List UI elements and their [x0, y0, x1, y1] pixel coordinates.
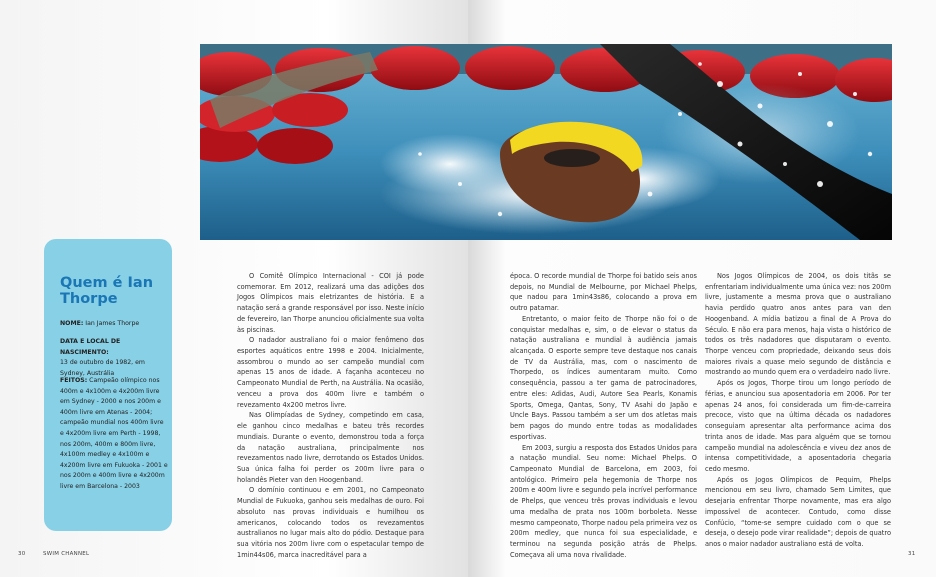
- feats-value: Campeão olímpico nos 400m e 4x100m e 4x200m livre em Sydney - 2000 e nos 200m e 400m livre em Atenas - 2004; campeão mundial nos 400m livre e 4x200m livre em Perth - 1998, nos 200m, 400m e 800m livre, 4x100m medley e 4x100m e 4x200m livre em Fukuoka - 2001 e nos 200m e 400m livre e 4x200m livre em Barcelona - 2003: [60, 377, 168, 490]
- right-page-number: 31: [908, 551, 916, 557]
- feats-entry: [60, 376, 168, 493]
- birth-entry: [60, 337, 168, 379]
- article-column-1: [237, 271, 424, 560]
- left-page-number: 30: [18, 551, 26, 557]
- magazine-name: SWIM CHANNEL: [43, 551, 90, 557]
- name-label: NOME:: [60, 320, 84, 327]
- name-entry: [60, 319, 168, 330]
- article-paragraph: Após os Jogos Olímpicos de Pequim, Phelps mencionou em seu livro, chamado Sem Limites, que desejaria enfrentar Thorpe novamente, mas era algo impossível de acontecer. Contudo, como disse Confúcio, “tome-se sempre cuidado com o que se deseja, o desejo pode virar realidade”; depois de quatro anos o maior nadador australiano está de volta.: [705, 475, 891, 548]
- article-paragraph: Entretanto, o maior feito de Thorpe não foi o de conquistar medalhas e, sim, o de elevar o status da natação australiana e mundial à audiência jamais alcançada. O esporte sempre teve destaque nos canais de TV da Austrália, mas, com o nascimento de Thorpedo, os índices aumentaram muito. Como consequência, passou a ter gama de patrocinadores, entre eles: Adidas, Audi, Autore Sea Pearls, Konamis Sports, Omega, Qantas, Sony, TV Asahi do Japão e Uncle Bays. Passou também a ser um dos atletas mais bem pagos do mundo entre todas as modalidades esportivas.: [510, 314, 697, 441]
- article-paragraph: Nas Olimpíadas de Sydney, competindo em casa, ele ganhou cinco medalhas e bateu três recordes mundiais. Durante o evento, demonstrou toda a força da natação australiana, principalmente nos revezamentos nado livre, derrotando os Estados Unidos. Sua única falha foi perder os 200m livre para o holandês Pieter van den Hoogenband.: [237, 411, 424, 484]
- goggles: [544, 149, 600, 167]
- swimmer-freestyle-photo: [200, 44, 892, 240]
- swimmer-photo: [200, 44, 892, 240]
- article-paragraph: Após os Jogos, Thorpe tirou um longo período de férias, e anunciou sua aposentadoria em 2006. Por ter apenas 24 anos, foi considerada um fim-de-carreira precoce, visto que na última década os nadadores conseguiam apresentar alta performance acima dos trinta anos de idade. Mas para alguém que se tornou campeão mundial na adolescência e viveu dez anos de intensa competitividade, a aposentadoria chegaria cedo mesmo.: [705, 379, 891, 473]
- article-paragraph: O Comitê Olímpico Internacional - COI já pode comemorar. Em 2012, realizará uma das adições dos Jogos Olímpicos mais eletrizantes de história. E a natação será a grande responsável por isso. Neste início de fevereiro, Ian Thorpe anunciou oficialmente sua volta às piscinas.: [237, 272, 424, 334]
- birth-value: 13 de outubro de 1982, em Sydney, Austrália: [60, 359, 145, 377]
- birth-label: DATA E LOCAL DE NASCIMENTO:: [60, 338, 121, 356]
- profile-sidebar: [44, 239, 172, 531]
- article-paragraph: Em 2003, surgiu a resposta dos Estados Unidos para a natação mundial. Seu nome: Michael Phelps. O Campeonato Mundial de Barcelona, em 2003, foi antológico. Primeiro pela hegemonia de Thorpe nos 200m e 400m livre e segundo pela incrível performance de Phelps, que venceu três provas individuais e levou uma medalha de prata nos 100m borboleta. Nesse mesmo campeonato, Thorpe nadou pela primeira vez os 200m medley, que nunca foi sua especialidade, e terminou na segunda posição atrás de Phelps. Começava ali uma nova rivalidade.: [510, 443, 697, 559]
- article-paragraph: O domínio continuou e em 2001, no Campeonato Mundial de Fukuoka, ganhou seis medalhas de ouro. Foi absoluto nas provas individuais e humilhou os americanos, colocando todos os revezamentos australianos no lugar mais alto do pódio. Destaque para sua vitória nos 200m livre com o espetacular tempo de 1min44s06, marca inacreditável para a: [237, 486, 424, 559]
- name-value: Ian James Thorpe: [85, 320, 140, 327]
- sidebar-title: Quem é Ian Thorpe: [60, 275, 154, 307]
- article-paragraph: época. O recorde mundial de Thorpe foi batido seis anos depois, no Mundial de Melbourne, por Michael Phelps, que nadou para 1min43s86, colocando a prova em outro patamar.: [510, 272, 697, 313]
- article-paragraph: O nadador australiano foi o maior fenômeno dos esportes aquáticos entre 1998 e 2004. Inicialmente, assombrou o mundo ao ser campeão mundial com apenas 15 anos de idade. A façanha aconteceu no Campeonato Mundial de Perth, na Austrália. Na ocasião, venceu a prova dos 400m livre e também o revezamento 4x200 metros livre.: [237, 336, 424, 409]
- article-column-3: [705, 271, 891, 550]
- article-paragraph: Nos Jogos Olímpicos de 2004, os dois titãs se enfrentariam individualmente uma única vez: nos 200m livre, justamente a mesma prova que o australiano havia perdido quatro anos antes para van den Hoogenband. A mídia batizou a final de A Prova do Século. E não era para menos, haja vista o histórico de todos os três nadadores que disputaram o evento. Thorpe venceu com propriedade, deixando seus dois maiores rivais a quase meio segundo de distância e mostrando ao mundo quem era o verdadeiro nado livre.: [705, 272, 891, 377]
- article-column-2: [510, 271, 697, 560]
- feats-label: FEITOS:: [60, 377, 88, 384]
